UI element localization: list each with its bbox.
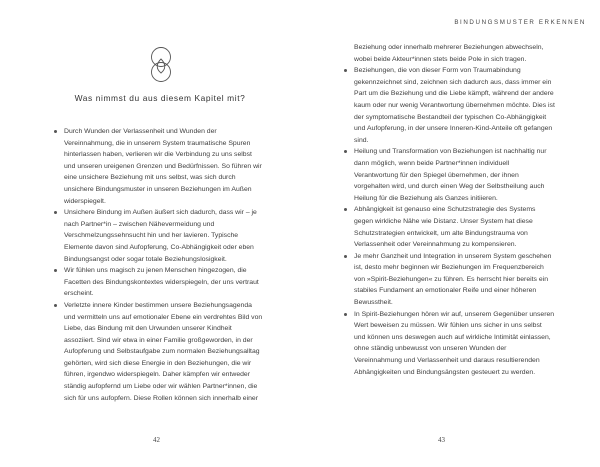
- lotus-circle-emblem-icon: [145, 45, 177, 85]
- bullet-dot: [54, 130, 57, 133]
- bullet-dot: [54, 269, 57, 272]
- list-item: Abhängigkeit ist genauso eine Schutzstrategie des Systems gegen wirkliche Nähe wie Distanz. Unser System hat diese Schutzstrategien entwickelt, um alte Bindungstrauma von Verlassenheit oder Vereinnahmung zu kompensieren.: [344, 204, 555, 250]
- summary-list-left: [54, 126, 264, 404]
- chapter-question: Was nimmst du aus diesem Kapitel mit?: [74, 93, 246, 103]
- list-item: Verletzte innere Kinder bestimmen unsere Beziehungsagenda und vermitteln uns auf emotionaler Ebene ein verdrehtes Bild von Liebe, das Bindung mit den Urwunden unserer Kindheit assoziiert. Sind wir etwa in einer Familie großgeworden, in der Aufopferung und Selbstaufgabe zum normalen Beziehungsalltag gehörten, wird sich diese Energie in den Beziehungen, die wir führen, irgendwo widerspiegeln. Daher kämpfen wir entweder ständig aufopfernd um Liebe oder wir wählen Partner*innen, die sich für uns aufopfern. Diese Rollen können sich innerhalb einer: [54, 300, 264, 404]
- list-item-continuation: Beziehung oder innerhalb mehrerer Beziehungen abwechseln, wobei beide Akteur*innen stets beide Pole in sich tragen.: [354, 44, 544, 63]
- bullet-dot: [344, 313, 347, 316]
- list-item: Heilung und Transformation von Beziehungen ist nachhaltig nur dann möglich, wenn beide Partner*innen individuell Verantwortung für den Spiegel übernehmen, der ihnen vorgehalten wird, und durch einen Weg der Selbstheilung auch Heilung für die Beziehung als Ganzes initiieren.: [344, 146, 555, 204]
- list-item: Je mehr Ganzheit und Integration in unserem System geschehen ist, desto mehr beginnen wir Beziehungen im Frequenzbereich von »Spirit-Beziehungen« zu führen. Es herrscht hier bereits ein stabiles Fundament an emotionaler Reife und einer höheren Bewusstheit.: [344, 251, 555, 309]
- summary-list-right: [344, 42, 555, 378]
- bullet-dot: [54, 211, 57, 214]
- page-number: 43: [438, 436, 445, 444]
- list-item: In Spirit-Beziehungen hören wir auf, unserem Gegenüber unseren Wert beweisen zu müssen. Wir fühlen uns sicher in uns selbst und können uns deswegen auch auf wirkliche Intimität einlassen, ohne ständig unbewusst von unseren Wunden der Vereinnahmung und Verlassenheit und daraus resultierenden Abhängigkeiten und Bindungsängsten gesteuert zu werden.: [344, 309, 555, 379]
- bullet-dot: [344, 69, 347, 72]
- list-item: Beziehungen, die von dieser Form von Traumabindung gekennzeichnet sind, zeichnen sich dadurch aus, dass immer ein Part um die Beziehung und die Liebe kämpft, während der andere kaum oder nur wenig Verantwortung übernehmen möchte. Dies ist der symptomatische Bestandteil der typischen Co-Abhängigkeit und Aufopferung, in der unsere Inneren-Kind-Anteile oft gefangen sind.: [344, 65, 555, 146]
- bullet-dot: [344, 150, 347, 153]
- bullet-dot: [344, 208, 347, 211]
- page-number: 42: [153, 436, 160, 444]
- running-head: BINDUNGSMUSTER ERKENNEN: [454, 19, 586, 26]
- right-page: [300, 0, 600, 467]
- bullet-dot: [54, 304, 57, 307]
- bullet-dot: [344, 255, 347, 258]
- list-item: Unsichere Bindung im Außen äußert sich dadurch, dass wir – je nach Partner*in – zwischen Nähevermeidung und Verschmelzungssehnsucht hin und her lavieren. Typische Elemente davon sind Aufopferung, Co-Abhängigkeit oder eben Bindungsangst oder sogar totale Beziehungslosigkeit.: [54, 207, 264, 265]
- list-item: Wir fühlen uns magisch zu jenen Menschen hingezogen, die Facetten des Bindungskontextes widerspiegeln, der uns vertraut erscheint.: [54, 265, 264, 300]
- list-item: Durch Wunden der Verlassenheit und Wunden der Vereinnahmung, die in unserem System traumatische Spuren hinterlassen haben, verlieren wir die Verbindung zu uns selbst und unseren ureigenen Grenzen und Bedürfnissen. So führen wir eine unsichere Beziehung mit uns selbst, was sich durch unsichere Bindungsmuster in unseren Beziehungen im Außen widerspiegelt.: [54, 126, 264, 207]
